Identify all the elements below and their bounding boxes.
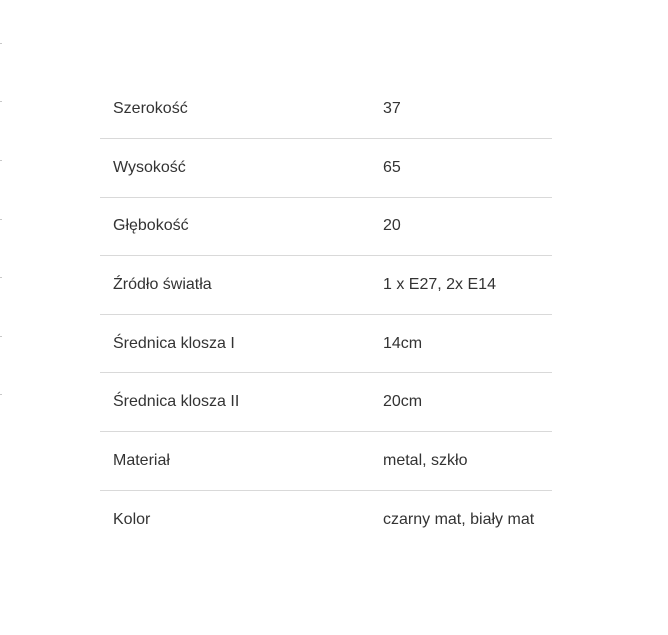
product-specs-table [100, 80, 552, 549]
left-edge-marks [0, 0, 2, 635]
edge-mark [0, 394, 2, 395]
spec-value: czarny mat, biały mat [383, 510, 535, 528]
edge-mark [0, 101, 2, 102]
table-row [100, 490, 552, 549]
spec-value: 1 x E27, 2x E14 [383, 276, 496, 294]
table-row [100, 256, 552, 315]
table-row [100, 373, 552, 432]
edge-mark [0, 336, 2, 337]
edge-mark [0, 277, 2, 278]
spec-value: 14cm [383, 334, 423, 352]
spec-label: Szerokość [113, 100, 188, 118]
spec-value: 20cm [383, 393, 423, 411]
spec-value: 65 [383, 158, 401, 176]
spec-value: metal, szkło [383, 451, 468, 469]
table-row [100, 197, 552, 256]
spec-label: Średnica klosza I [113, 334, 235, 352]
spec-label: Materiał [113, 451, 170, 469]
edge-mark [0, 160, 2, 161]
spec-label: Kolor [113, 510, 151, 528]
table-row [100, 432, 552, 491]
spec-value: 20 [383, 217, 401, 235]
spec-label: Wysokość [113, 158, 186, 176]
table-row [100, 139, 552, 198]
spec-value: 37 [383, 100, 401, 118]
edge-mark [0, 219, 2, 220]
edge-mark [0, 43, 2, 44]
spec-label: Źródło światła [113, 276, 212, 294]
table-row [100, 314, 552, 373]
spec-label: Głębokość [113, 217, 189, 235]
table-row [100, 80, 552, 139]
spec-label: Średnica klosza II [113, 393, 240, 411]
